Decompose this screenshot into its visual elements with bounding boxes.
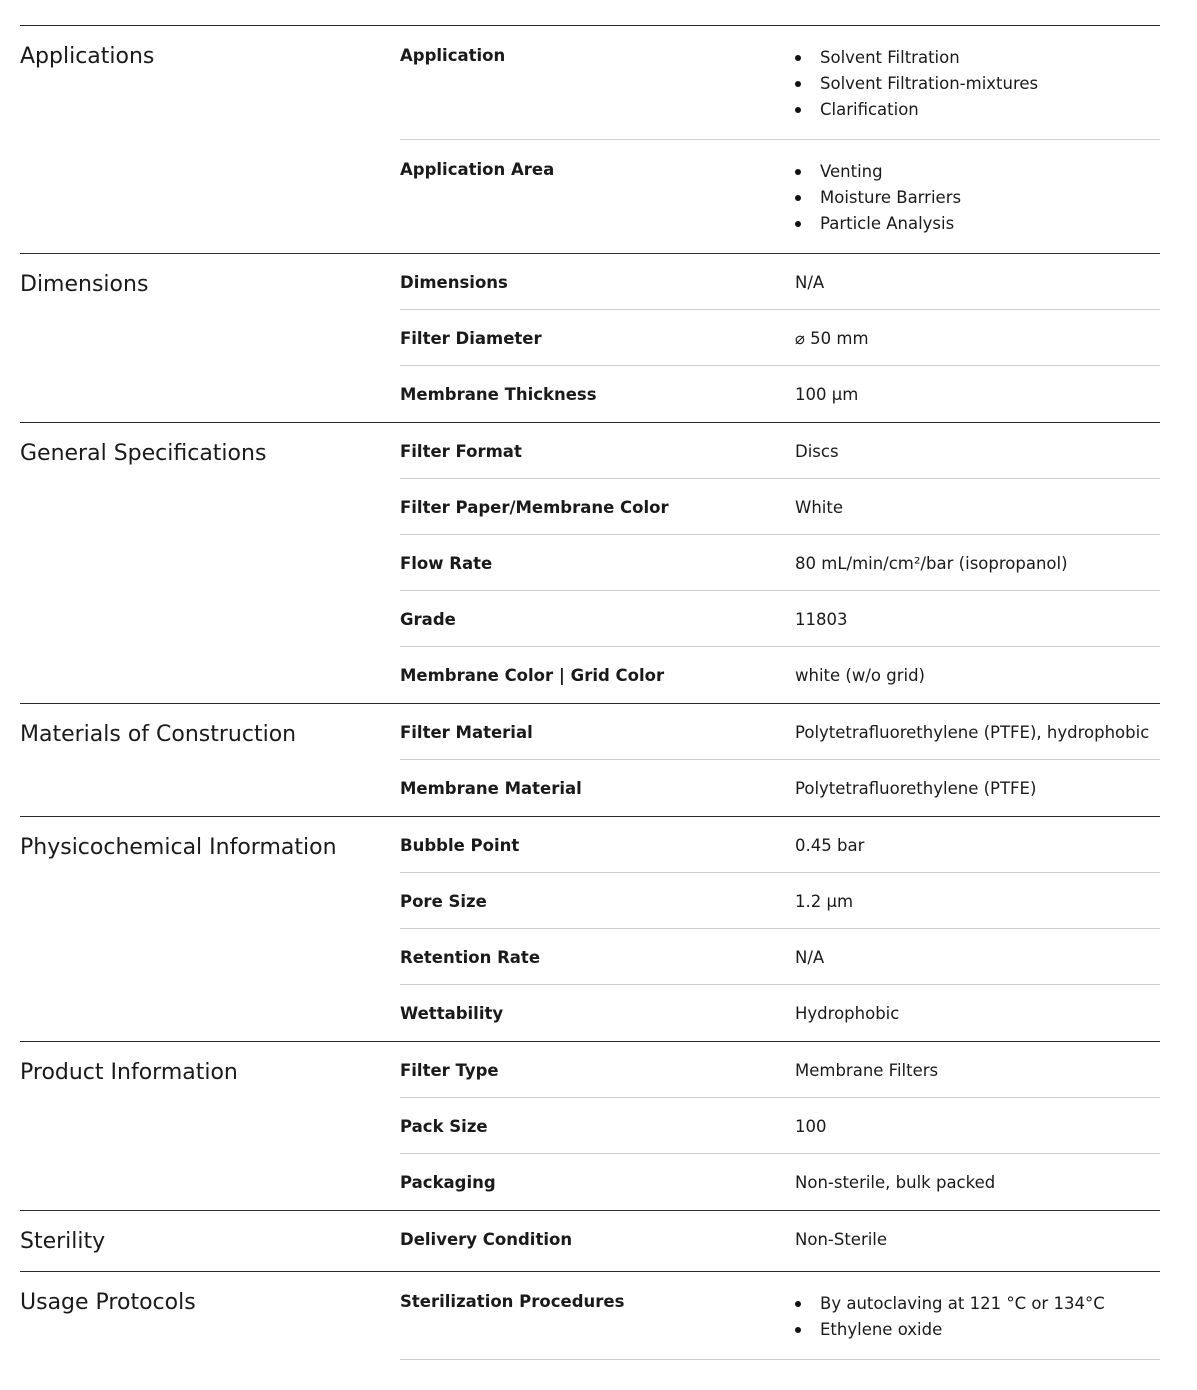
spec-label: Membrane Thickness <box>400 385 597 404</box>
spec-value <box>795 1272 1160 1343</box>
bullet-item: Ethylene oxide <box>795 1317 1160 1343</box>
spec-label: Filter Diameter <box>400 329 542 348</box>
section-rows <box>400 1042 1160 1210</box>
spec-row-delivery-condition <box>400 1211 1160 1271</box>
spec-value: white (w/o grid) <box>795 666 925 685</box>
spec-label: Membrane Material <box>400 779 582 798</box>
spec-value: 0.45 bar <box>795 836 865 855</box>
spec-row-packaging <box>400 1154 1160 1210</box>
spec-row-pore-size <box>400 873 1160 929</box>
section-rows <box>400 1211 1160 1271</box>
section-title: Applications <box>20 44 155 69</box>
spec-label: Wettability <box>400 1004 504 1023</box>
spec-row-wettability <box>400 985 1160 1041</box>
spec-label: Flow Rate <box>400 554 493 573</box>
section-title: General Specifications <box>20 441 267 466</box>
bullet-item: Solvent Filtration-mixtures <box>795 71 1160 97</box>
spec-value: 80 mL/min/cm²/bar (isopropanol) <box>795 554 1068 573</box>
bullet-item: Solvent Filtration <box>795 45 1160 71</box>
spec-row-filter-format <box>400 423 1160 479</box>
spec-row-membrane-material <box>400 760 1160 816</box>
section-title: Product Information <box>20 1060 238 1085</box>
spec-value <box>795 140 1160 237</box>
spec-row-retention-rate <box>400 929 1160 985</box>
spec-label: Grade <box>400 610 456 629</box>
bullet-item: By autoclaving at 121 °C or 134°C <box>795 1291 1160 1317</box>
bullet-item: Clarification <box>795 97 1160 123</box>
section-product-information <box>20 1041 1160 1210</box>
spec-label: Bubble Point <box>400 836 520 855</box>
spec-label: Filter Paper/Membrane Color <box>400 498 669 517</box>
section-rows <box>400 1272 1160 1360</box>
spec-label: Pore Size <box>400 892 487 911</box>
spec-row-pack-size <box>400 1098 1160 1154</box>
section-physicochemical <box>20 816 1160 1041</box>
bullet-item: Venting <box>795 159 1160 185</box>
spec-value: N/A <box>795 273 825 292</box>
spec-row-membrane-color <box>400 479 1160 535</box>
section-title: Dimensions <box>20 272 149 297</box>
specifications-table <box>20 25 1160 1360</box>
spec-value: N/A <box>795 948 825 967</box>
spec-label: Application <box>400 46 506 65</box>
spec-row-membrane-thickness <box>400 366 1160 422</box>
spec-row-dimensions <box>400 254 1160 310</box>
spec-label: Delivery Condition <box>400 1230 573 1249</box>
spec-value: 1.2 µm <box>795 892 854 911</box>
section-rows <box>400 704 1160 816</box>
spec-label: Packaging <box>400 1173 496 1192</box>
spec-row-filter-material <box>400 704 1160 760</box>
spec-label: Filter Type <box>400 1061 499 1080</box>
spec-value: Non-Sterile <box>795 1230 888 1249</box>
spec-value: ⌀ 50 mm <box>795 329 869 348</box>
spec-value: Polytetrafluorethylene (PTFE), hydrophobic <box>795 723 1150 742</box>
spec-row-application-area <box>400 140 1160 253</box>
bullet-item: Particle Analysis <box>795 211 1160 237</box>
spec-value: Membrane Filters <box>795 1061 939 1080</box>
spec-label: Membrane Color | Grid Color <box>400 666 665 685</box>
spec-value: Non-sterile, bulk packed <box>795 1173 996 1192</box>
section-general-specifications <box>20 422 1160 703</box>
spec-label: Pack Size <box>400 1117 488 1136</box>
section-title: Materials of Construction <box>20 722 297 747</box>
spec-label: Sterilization Procedures <box>400 1292 625 1311</box>
spec-row-grid-color <box>400 647 1160 703</box>
spec-value: Discs <box>795 442 839 461</box>
spec-value: 11803 <box>795 610 848 629</box>
spec-row-filter-type <box>400 1042 1160 1098</box>
section-materials <box>20 703 1160 816</box>
spec-row-sterilization-procedures <box>400 1272 1160 1360</box>
section-sterility <box>20 1210 1160 1271</box>
spec-row-flow-rate <box>400 535 1160 591</box>
bullet-list <box>795 45 1160 123</box>
section-rows <box>400 254 1160 422</box>
section-rows <box>400 817 1160 1041</box>
bullet-list <box>795 1291 1160 1343</box>
spec-value: 100 <box>795 1117 827 1136</box>
spec-label: Dimensions <box>400 273 508 292</box>
spec-label: Retention Rate <box>400 948 541 967</box>
spec-label: Application Area <box>400 160 555 179</box>
spec-value: 100 µm <box>795 385 859 404</box>
bullet-item: Moisture Barriers <box>795 185 1160 211</box>
section-title: Sterility <box>20 1229 106 1254</box>
section-usage-protocols <box>20 1271 1160 1360</box>
section-title: Usage Protocols <box>20 1290 196 1315</box>
spec-value: Hydrophobic <box>795 1004 900 1023</box>
spec-label: Filter Material <box>400 723 533 742</box>
bullet-list <box>795 159 1160 237</box>
spec-row-filter-diameter <box>400 310 1160 366</box>
section-title: Physicochemical Information <box>20 835 337 860</box>
section-applications <box>20 25 1160 253</box>
spec-label: Filter Format <box>400 442 522 461</box>
section-rows <box>400 26 1160 253</box>
spec-value: Polytetrafluorethylene (PTFE) <box>795 779 1037 798</box>
spec-value <box>795 26 1160 123</box>
section-rows <box>400 423 1160 703</box>
spec-value: White <box>795 498 843 517</box>
section-dimensions <box>20 253 1160 422</box>
spec-row-grade <box>400 591 1160 647</box>
spec-row-application <box>400 26 1160 140</box>
spec-row-bubble-point <box>400 817 1160 873</box>
